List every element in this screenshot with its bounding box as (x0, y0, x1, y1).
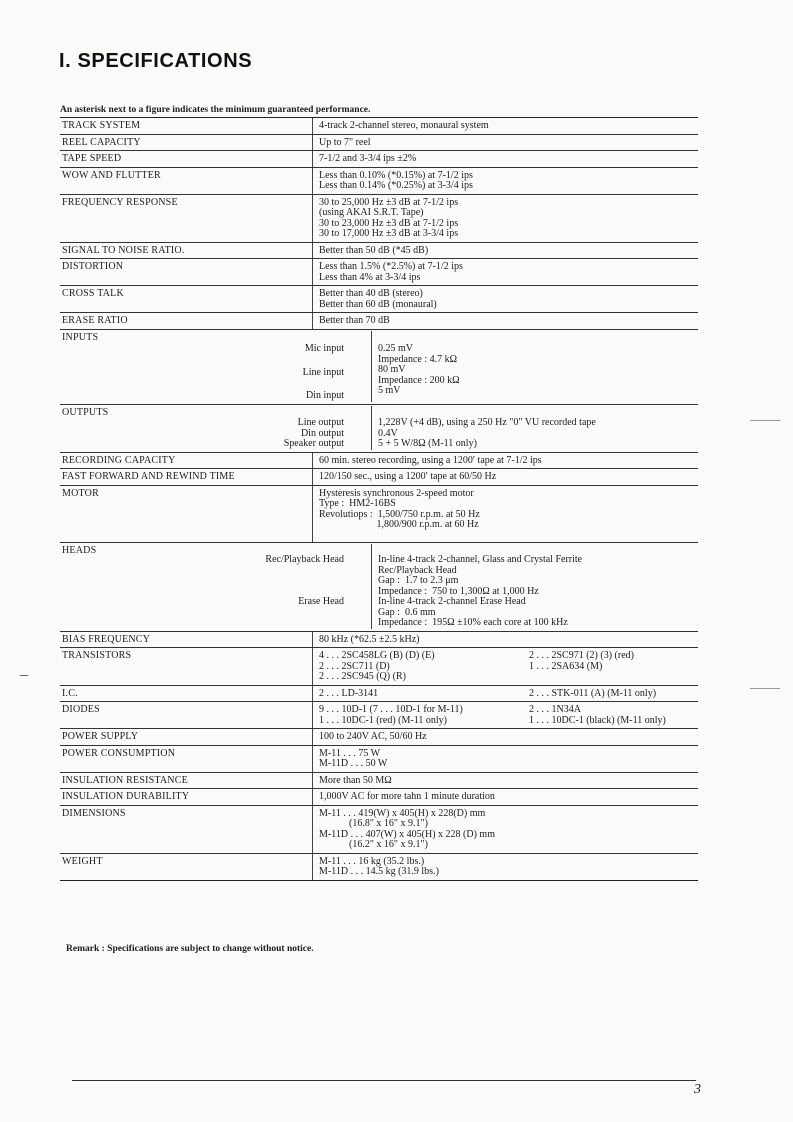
rec-playback-head-label: Rec/Playback Head (265, 554, 344, 565)
spec-label: ERASE RATIO (62, 315, 128, 326)
spec-label: BIAS FREQUENCY (62, 633, 151, 645)
spec-row-heads (60, 542, 698, 631)
spec-label: DIMENSIONS (62, 807, 126, 819)
spec-label: I.C. (62, 687, 78, 699)
spec-value: 100 to 240V AC, 50/60 Hz (313, 729, 699, 746)
spec-label: CROSS TALK (62, 288, 124, 299)
spec-row-ic (60, 685, 698, 702)
spec-value: M-11 . . . 75 W M-11D . . . 50 W (313, 745, 699, 772)
spec-row-erase-ratio (60, 313, 698, 330)
spec-label: DIODES (62, 704, 100, 715)
outputs-values: 1,228V (+4 dB), using a 250 Hz "0" VU recorded tape 0.4V 5 + 5 W/8Ω (M-11 only) (371, 406, 698, 450)
spec-label: INSULATION DURABILITY (62, 791, 190, 802)
spec-label: HEADS (62, 544, 97, 556)
spec-label: REEL CAPACITY (62, 136, 141, 148)
spec-value: 7-1/2 and 3-3/4 ips ±2% (313, 151, 699, 168)
erase-head-label: Erase Head (298, 595, 344, 607)
scan-mark (750, 688, 780, 689)
spec-label: WEIGHT (62, 855, 103, 867)
spec-value: 2 . . . LD-3141 2 . . . STK-011 (A) (M-11 only) (313, 685, 699, 702)
spec-row-wow-flutter (60, 167, 698, 194)
spec-label: FREQUENCY RESPONSE (62, 196, 178, 208)
scan-mark (20, 675, 28, 676)
spec-value: M-11 . . . 16 kg (35.2 lbs.) M-11D . . . 14.5 kg (31.9 lbs.) (313, 853, 699, 880)
spec-row-recording-capacity (60, 452, 698, 469)
spec-row-transistors (60, 648, 698, 686)
spec-label: OUTPUTS (62, 406, 109, 418)
heads-values: In-line 4-track 2-channel, Glass and Crystal Ferrite Rec/Playback Head Gap : 1.7 to 2.3 μm Impedance : 750 to 1,300Ω at 1,000 Hz In-line 4-track 2-channel Erase Head Gap : 0.6 mm Impedance : 195Ω ±10% each core at 100 kHz (371, 544, 698, 629)
spec-label: FAST FORWARD AND REWIND TIME (62, 471, 235, 482)
spec-row-weight (60, 853, 698, 880)
spec-row-inputs (60, 329, 698, 404)
line-output-label: Line output (297, 417, 344, 428)
spec-value: Better than 40 dB (stereo) Better than 60 dB (monaural) (313, 286, 699, 313)
din-output-label: Din output (300, 427, 344, 439)
spec-row-power-supply (60, 729, 698, 746)
spec-row-signal-noise (60, 242, 698, 259)
page-title: I. SPECIFICATIONS (59, 50, 253, 72)
spec-label: SIGNAL TO NOISE RATIO. (62, 244, 185, 256)
spec-label: WOW AND FLUTTER (62, 169, 161, 181)
spec-value: 80 kHz (*62.5 ±2.5 kHz) (313, 631, 699, 648)
spec-row-track-system (60, 118, 698, 135)
spec-label: RECORDING CAPACITY (62, 454, 176, 466)
spec-row-motor (60, 485, 698, 542)
spec-label: INPUTS (62, 331, 99, 343)
spec-label: TRACK SYSTEM (62, 120, 141, 131)
spec-value: Better than 50 dB (*45 dB) (313, 242, 699, 259)
spec-value: 1,000V AC for more tahn 1 minute duration (313, 789, 699, 806)
spec-row-tape-speed (60, 151, 698, 168)
spec-value: Less than 0.10% (*0.15%) at 7-1/2 ips Less than 0.14% (*0.25%) at 3-3/4 ips (313, 167, 699, 194)
mic-input-label: Mic input (304, 343, 344, 354)
specifications-table (60, 117, 698, 881)
inputs-values: 0.25 mV Impedance : 4.7 kΩ 80 mV Impedance : 200 kΩ 5 mV (371, 331, 698, 402)
spec-row-bias-frequency (60, 631, 698, 648)
spec-row-cross-talk (60, 286, 698, 313)
spec-value: More than 50 MΩ (313, 772, 699, 789)
spec-value: Up to 7" reel (313, 134, 699, 151)
speaker-output-label: Speaker output (283, 438, 344, 449)
spec-value: 30 to 25,000 Hz ±3 dB at 7-1/2 ips (using AKAI S.R.T. Tape) 30 to 23,000 Hz ±3 dB at 7-1/2 ips 30 to 17,000 Hz ±3 dB at 3-3/4 ips (313, 194, 699, 242)
spec-label: MOTOR (62, 487, 99, 499)
spec-value: Better than 70 dB (313, 313, 699, 330)
spec-label: TAPE SPEED (62, 153, 122, 164)
footer-rule (72, 1080, 696, 1081)
spec-value: 60 min. stereo recording, using a 1200′ tape at 7-1/2 ips (313, 452, 699, 469)
spec-label: TRANSISTORS (62, 650, 132, 661)
spec-row-outputs (60, 404, 698, 452)
spec-row-ff-rewind (60, 469, 698, 486)
spec-label: DISTORTION (62, 261, 124, 272)
spec-row-distortion (60, 259, 698, 286)
spec-value: 4 . . . 2SC458LG (B) (D) (E) 2 . . . 2SC711 (D) 2 . . . 2SC945 (Q) (R) 2 . . . 2SC971 (2) (3) (red) 1 . . . 2SA634 (M) (313, 648, 699, 686)
spec-row-power-consumption (60, 745, 698, 772)
spec-value: 9 . . . 10D-1 (7 . . . 10D-1 for M-11) 1 . . . 10DC-1 (red) (M-11 only) 2 . . . 1N34A 1 . . . 10DC-1 (black) (M-11 only) (313, 702, 699, 729)
spec-value: 120/150 sec., using a 1200′ tape at 60/50 Hz (313, 469, 699, 486)
spec-label: POWER SUPPLY (62, 731, 139, 742)
din-input-label: Din input (305, 390, 344, 401)
line-input-label: Line input (302, 366, 344, 378)
spec-value: Less than 1.5% (*2.5%) at 7-1/2 ips Less than 4% at 3-3/4 ips (313, 259, 699, 286)
page-number: 3 (694, 1082, 701, 1097)
spec-row-insulation-durability (60, 789, 698, 806)
spec-row-frequency-response (60, 194, 698, 242)
remark-note: Remark : Specifications are subject to change without notice. (66, 944, 314, 954)
spec-row-reel-capacity (60, 134, 698, 151)
spec-row-dimensions (60, 805, 698, 853)
spec-value: 4-track 2-channel stereo, monaural system (313, 118, 699, 135)
spec-row-diodes (60, 702, 698, 729)
asterisk-note: An asterisk next to a figure indicates the minimum guaranteed performance. (60, 105, 371, 115)
spec-label: INSULATION RESISTANCE (62, 774, 188, 786)
spec-row-insulation-resistance (60, 772, 698, 789)
spec-value: M-11 . . . 419(W) x 405(H) x 228(D) mm (16.8" x 16" x 9.1") M-11D . . . 407(W) x 405(H) x 228 (D) mm (16.2" x 16" x 9.1") (313, 805, 699, 853)
spec-value: Hysteresis synchronous 2-speed motor Type : HM2-16BS Revolutiops : 1,500/750 r.p.m. at 50 Hz 1,800/900 r.p.m. at 60 Hz (313, 485, 699, 542)
scan-mark (750, 420, 780, 421)
spec-label: POWER CONSUMPTION (62, 747, 176, 759)
